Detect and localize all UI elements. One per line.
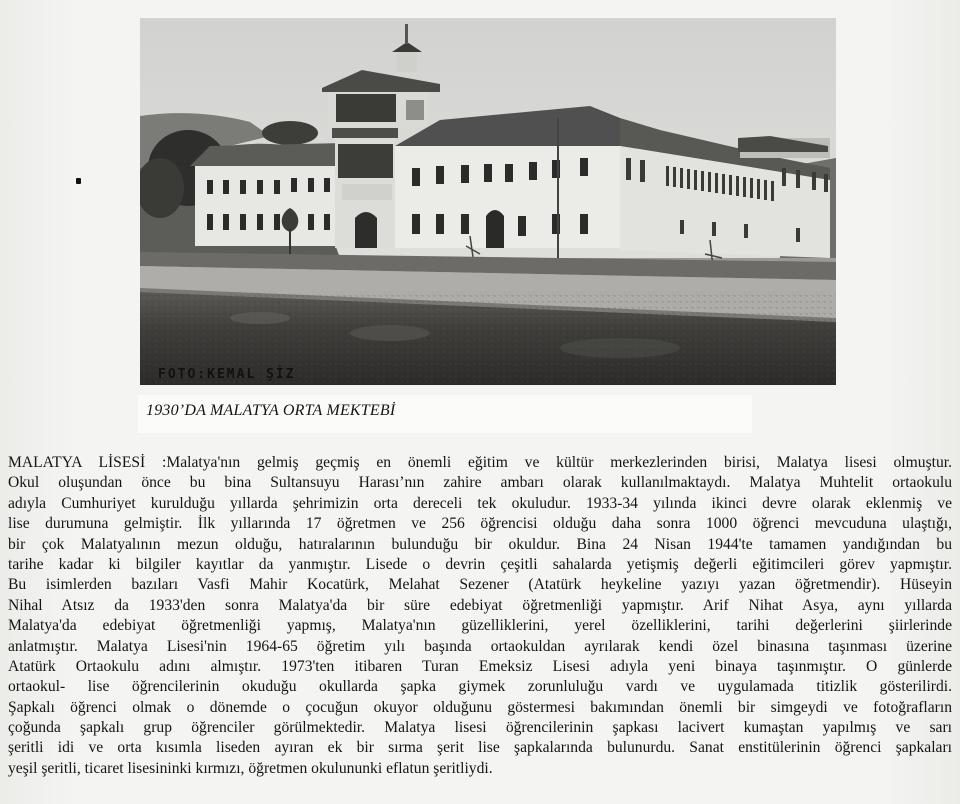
article-line: yeşil şeritli, ticaret lisesininki kırmızı, öğretmen okulununki eflatun şeritliydi. (8, 759, 493, 777)
article-line: lise durumuna gelmiştir. İlk yıllarında 17 öğretmen ve 256 öğrencisi olduğu daha sonra 1000 öğrenci mevcuduna ulaştığı, (8, 515, 952, 533)
article-line: Malatya'da edebiyat öğretmenliği yapmış, Malatya'nın güzelliklerini, yerel özelliklerini, tarihi değerlerini şiirlerinde (8, 617, 952, 635)
article-line: Atatürk Ortaokulu adını almıştır. 1973'ten itibaren Turan Emeksiz Lisesi adıyla yeni binaya taşınmıştır. O günlerde (8, 657, 952, 675)
article-line: Bu isimlerden bazıları Vasfi Mahir Kocatürk, Melahat Sezener (Atatürk heykeline yazıyı yazan öğretmendir). Hüseyin (8, 576, 952, 594)
article-line: Nihal Atsız da 1933'den sonra Malatya'da bir süre edebiyat öğretmenliği yapmıştır. Arif Nihat Asya, aynı yıllarda (8, 596, 952, 614)
article-line: MALATYA LİSESİ :Malatya'nın gelmiş geçmiş en önemli eğitim ve kültür merkezlerinden birisi, Malatya lisesi olmuştur. (8, 454, 952, 471)
article-line: Şapkalı öğrenci olmak o dönemde o çocuğun okuyor olduğunu göstermesi bakımından önemli bir simgeydi ve fotoğrafların (8, 698, 952, 716)
photo-caption: 1930’DA MALATYA ORTA MEKTEBİ (146, 402, 396, 419)
article-line: Okul oluşundan önce bu bina Sultansuyu Harası’nın zahire ambarı olarak kullanılmaktaydı. Malatya Muhtelit ortaokulu (8, 474, 952, 492)
historic-photo (140, 18, 836, 385)
article-line: çoğunda şapkalı grup öğrenciler görülmektedir. Malatya lisesi öğrencilerinin şapkası lacivert kumaştan yapılmış ve sarı (8, 719, 952, 737)
article-body (8, 453, 952, 779)
bullet-mark (76, 178, 81, 184)
article-line: ortaokul- lise öğrencilerinin okuduğu okullarda şapka giymek zorunluluğu vardı ve uygulamada titizlik gösterilirdi. (8, 678, 952, 696)
article-line: adıyla Cumhuriyet kurulduğu yıllarda şehrimizin orta dereceli tek okuludur. 1933-34 yılında ikinci devre olarak eklenmiş ve (8, 494, 952, 512)
photo-watermark: FOTO:KEMAL ŞİZ (158, 367, 296, 382)
article-line: anlatmıştır. Malatya Lisesi'nin 1964-65 öğretim yılı başında ortaokuldan ayrılarak kendi özel binasına taşınması üzerine (8, 637, 952, 655)
article-line: tarihe kadar ki bilgiler kayıtlar da yanmıştır. Lisede o devrin çeşitli sahalarda yetişmiş değerli eğitimcileri görev yapmıştır. (8, 555, 952, 573)
article-line: bir çok Malatyalının mezun olduğu, hatıralarının bulunduğu bir okuldur. Bina 24 Nisan 1944'te tamamen yandığından bu (8, 535, 952, 553)
article-line: şeritli idi ve orta kısımla liseden ayıran ek bir sırma şerit lise şapkalarında bulunurdu. Sanat enstitülerinin öğrenci şapkaları (8, 739, 952, 757)
